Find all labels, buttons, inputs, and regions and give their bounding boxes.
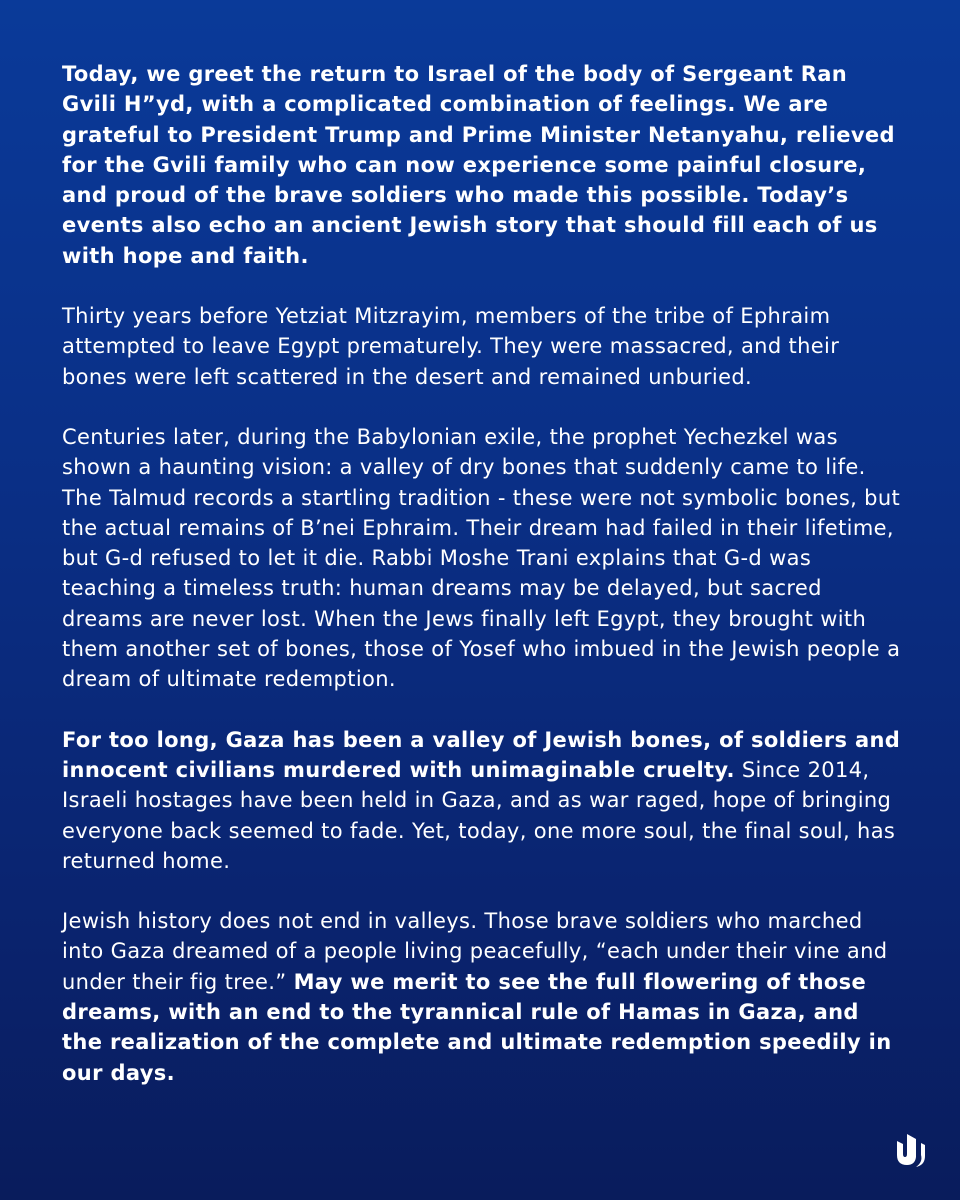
closing-paragraph bbox=[62, 906, 902, 1088]
ephraim-paragraph: Thirty years before Yetziat Mitzrayim, members of the tribe of Ephraim attempted to leave Egypt prematurely. They were massacred, and their bones were left scattered in the desert and remained unburied. bbox=[62, 304, 840, 389]
org-logo-svg bbox=[893, 1131, 933, 1169]
gaza-paragraph bbox=[62, 725, 902, 876]
gaza-regular-text: Since 2014, Israeli hostages have been held in Gaza, and as war raged, hope of bringing everyone back seemed to fade. Yet, today, one more soul, the final soul, has returned home. bbox=[62, 757, 896, 873]
intro-paragraph: Today, we greet the return to Israel of the body of Sergeant Ran Gvili H”yd, with a complicated combination of feelings. We are grateful to President Trump and Prime Minister Netanyahu, relieved for the Gvili family who can now experience some painful closure, and proud of the brave soldiers who made this possible. Today’s events also echo an ancient Jewish story that should fill each of us with hope and faith. bbox=[62, 62, 895, 268]
org-logo-icon bbox=[893, 1131, 933, 1169]
yechezkel-paragraph: Centuries later, during the Babylonian exile, the prophet Yechezkel was shown a haunting vision: a valley of dry bones that suddenly came to life. The Talmud records a startling tradition - these were not symbolic bones, but the actual remains of B’nei Ephraim. Their dream had failed in their lifetime, but G-d refused to let it die. Rabbi Moshe Trani explains that G-d was teaching a timeless truth: human dreams may be delayed, but sacred dreams are never lost. When the Jews finally left Egypt, they brought with them another set of bones, those of Yosef who imbued in the Jewish people a dream of ultimate redemption. bbox=[62, 424, 901, 692]
gaza-bold-text: For too long, Gaza has been a valley of Jewish bones, of soldiers and innocent civilians murdered with unimaginable cruelty. bbox=[62, 727, 901, 782]
statement-body bbox=[62, 59, 902, 1118]
closing-bold-text: May we merit to see the full flowering of those dreams, with an end to the tyrannical rule of Hamas in Gaza, and the realization of the complete and ultimate redemption speedily in our days. bbox=[62, 969, 892, 1085]
closing-regular-text: Jewish history does not end in valleys. Those brave soldiers who marched into Gaza dreamed of a people living peacefully, “each under their vine and under their fig tree.” bbox=[62, 909, 888, 994]
